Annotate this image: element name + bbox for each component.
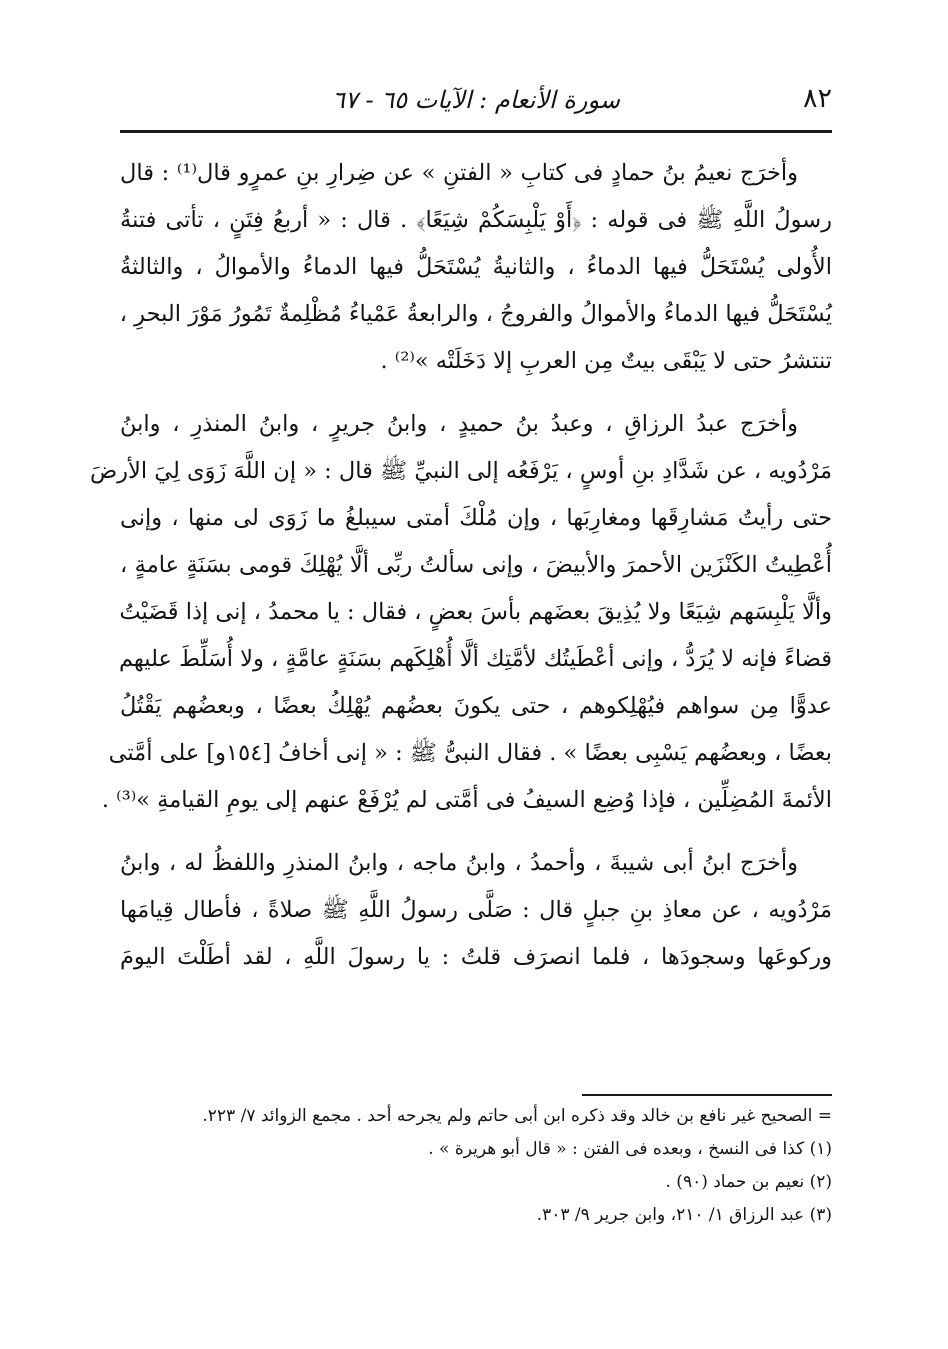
footnote-continuation: = الصحيح غير نافع بن خالد وقد ذكره ابن أبى حاتم ولم يجرحه أحد . مجمع الزوائد ٧/ ٢٢٣. <box>202 1106 832 1126</box>
footnote-1: (١) كذا فى النسخ ، وبعده فى الفتن : « قال أبو هريرة » . <box>428 1139 832 1159</box>
text-line: قضاءً فإنه لا يُرَدُّ ، وإنى أعْطَيتُك لأمَّتِك ألَّا أُهْلِكَهم بسَنَةٍ عامَّةٍ ، ولا أُسَلِّطَ عليهم <box>118 646 832 672</box>
paragraph-3 <box>120 840 832 981</box>
text-line: وأخرَج نعيمُ بنُ حمادٍ فى كتابِ « الفتنِ » عن ضِرارِ بنِ عمرٍو قال⁽¹⁾ : قال <box>120 160 799 186</box>
paragraph-1 <box>120 150 832 385</box>
text-line: وأخرَج عبدُ الرزاقِ ، وعبدُ بنُ حميدٍ ، وابنُ جريرٍ ، وابنُ المنذرِ ، وابنُ <box>120 411 798 437</box>
text-line: وأخرَج ابنُ أبى شيبةَ ، وأحمدُ ، وابنُ ماجه ، وابنُ المنذرِ واللفظُ له ، وابنُ <box>120 850 798 876</box>
text-line: الأئمةَ المُضِلِّين ، فإذا وُضِع السيفُ فى أمَّتى لم يُرْفَعْ عنهم إلى يومِ القيامةِ »⁽³⁾ . <box>101 787 832 813</box>
page-number: ٨٢ <box>802 83 832 114</box>
text-line: رسولُ اللَّهِ ﷺ فى قوله : ﴿أَوْ يَلْبِسَكُمْ شِيَعًا﴾ . قال : « أربعُ فِتَنٍ ، تأتى فتنةُ <box>120 207 832 233</box>
text-line: عدوًّا مِن سواهم فيُهْلِكوهم ، حتى يكونَ بعضُهم يُهْلِكُ بعضًا ، وبعضُهم يَقْتُلُ <box>120 693 832 719</box>
text-line: تنتشرُ حتى لا يَبْقَى بيتٌ مِن العربِ إلا دَخَلَتْه »⁽²⁾ . <box>380 348 832 374</box>
text-line: يُسْتَحَلُّ فيها الدماءُ والأموالُ والفروجُ ، والرابعةُ عَمْياءُ مُظْلِمةٌ تَمُورُ مَوْرَ البحرِ ، <box>119 301 832 327</box>
running-title: سورة الأنعام : الآيات ٦٥ - ٦٧ <box>332 86 620 114</box>
main-text <box>89 150 832 997</box>
footnote-3: (٣) عبد الرزاق ١/ ٢١٠، وابن جرير ٩/ ٣٠٣. <box>536 1205 832 1225</box>
text-line: وألَّا يَلْبِسَهم شِيَعًا ولا يُذِيقَ بعضَهم بأسَ بعضٍ ، فقال : يا محمدُ ، إنى إذا قَضَيْتُ <box>119 599 832 625</box>
text-line: وركوعَها وسجودَها ، فلما انصرَف قلتُ : يا رسولَ اللَّهِ ، لقد أطَلْتَ اليومَ <box>120 944 832 970</box>
footnote-rule <box>582 1094 832 1096</box>
text-line: بعضًا ، وبعضُهم يَسْبِى بعضًا » . فقال النبىُّ ﷺ : « إنى أخافُ [١٥٤و] على أمَّتى <box>108 740 832 766</box>
text-line: أُعْطِيتُ الكَنْزَين الأحمرَ والأبيضَ ، وإنى سألتُ ربِّى ألَّا يُهْلِكَ قومى بسَنَةٍ عامةٍ ، <box>120 552 832 578</box>
paragraph-2 <box>89 401 832 824</box>
footnote-2: (٢) نعيم بن حماد (٩٠) . <box>665 1172 832 1192</box>
header-rule <box>120 130 832 133</box>
text-line: مَرْدُويه ، عن معاذِ بنِ جبلٍ قال : صَلَّى رسولُ اللَّهِ ﷺ صلاةً ، فأطال قِيامَها <box>120 897 832 923</box>
text-line: حتى رأيتُ مَشارِقَها ومغارِبَها ، وإن مُلْكَ أمتى سيبلغُ ما زَوَى لى منها ، وإنى <box>120 505 832 531</box>
footnotes <box>120 1100 832 1232</box>
text-line: مَرْدُويه ، عن شَدَّادِ بنِ أوسٍ ، يَرْفَعُه إلى النبيِّ ﷺ قال : « إن اللَّهَ زَوَى لِيَ الأرضَ <box>89 458 832 484</box>
text-line: الأُولى يُسْتَحَلُّ فيها الدماءُ ، والثانيةُ يُسْتَحَلُّ فيها الدماءُ والأموالُ ، والثالثةُ <box>120 254 832 280</box>
page-header <box>120 78 832 118</box>
